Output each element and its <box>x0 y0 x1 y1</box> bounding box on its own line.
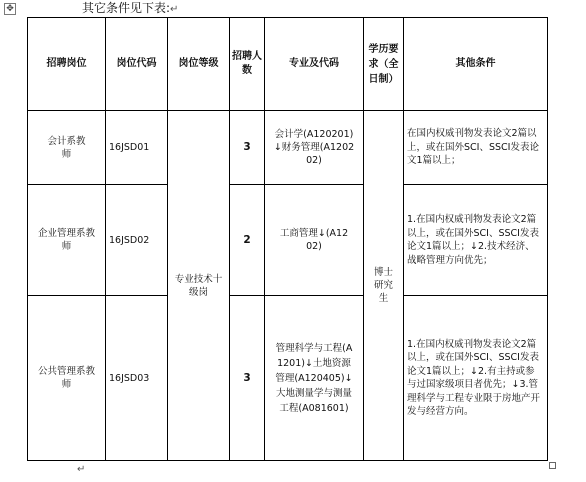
table-row <box>28 296 548 461</box>
count-cell: 3 <box>230 111 265 185</box>
major-cell: 工商管理↓(A1202) <box>265 185 364 296</box>
code-cell: 16JSD01 <box>106 111 168 185</box>
level-merged-cell: 专业技术十级岗 <box>168 111 230 461</box>
table-row <box>28 111 548 185</box>
intro-text: 其它条件见下表:↵ <box>82 1 179 15</box>
recruitment-table <box>27 17 548 461</box>
position-cell: 企业管理系教师 <box>28 185 106 296</box>
position-cell: 公共管理系教师 <box>28 296 106 461</box>
table-move-handle-icon[interactable]: ✥ <box>4 3 16 15</box>
header-education: 学历要求（全日制） <box>364 18 404 111</box>
code-cell: 16JSD03 <box>106 296 168 461</box>
other-condition-cell: 在国内权威刊物发表论文2篇以上，或在国外SCI、SSCI发表论文1篇以上； <box>404 111 548 185</box>
position-cell: 会计系教师 <box>28 111 106 185</box>
code-cell: 16JSD02 <box>106 185 168 296</box>
header-code: 岗位代码 <box>106 18 168 111</box>
table-resize-handle-icon[interactable] <box>549 462 556 469</box>
major-cell: 管理科学与工程(A1201)↓土地资源管理(A120405)↓大地测量学与测量工程(A081601) <box>265 296 364 461</box>
major-cell: 会计学(A120201)↓财务管理(A120202) <box>265 111 364 185</box>
table-header-row <box>28 18 548 111</box>
count-cell: 2 <box>230 185 265 296</box>
other-condition-cell: 1.在国内权威刊物发表论文2篇以上，或在国外SCI、SSCI发表论文1篇以上；↓2.有主持或参与过国家级项目者优先；↓3.管理科学与工程专业限于房地产开发与经营方向。 <box>404 296 548 461</box>
header-level: 岗位等级 <box>168 18 230 111</box>
header-count: 招聘人数 <box>230 18 265 111</box>
header-major: 专业及代码 <box>265 18 364 111</box>
other-condition-cell: 1.在国内权威刊物发表论文2篇以上，或在国外SCI、SSCI发表论文1篇以上；↓2.技术经济、战略管理方向优先； <box>404 185 548 296</box>
paragraph-mark: ↵ <box>77 464 86 475</box>
header-other: 其他条件 <box>404 18 548 111</box>
education-merged-cell: 博士研究生 <box>364 111 404 461</box>
header-position: 招聘岗位 <box>28 18 106 111</box>
count-cell: 3 <box>230 296 265 461</box>
table-row <box>28 185 548 296</box>
